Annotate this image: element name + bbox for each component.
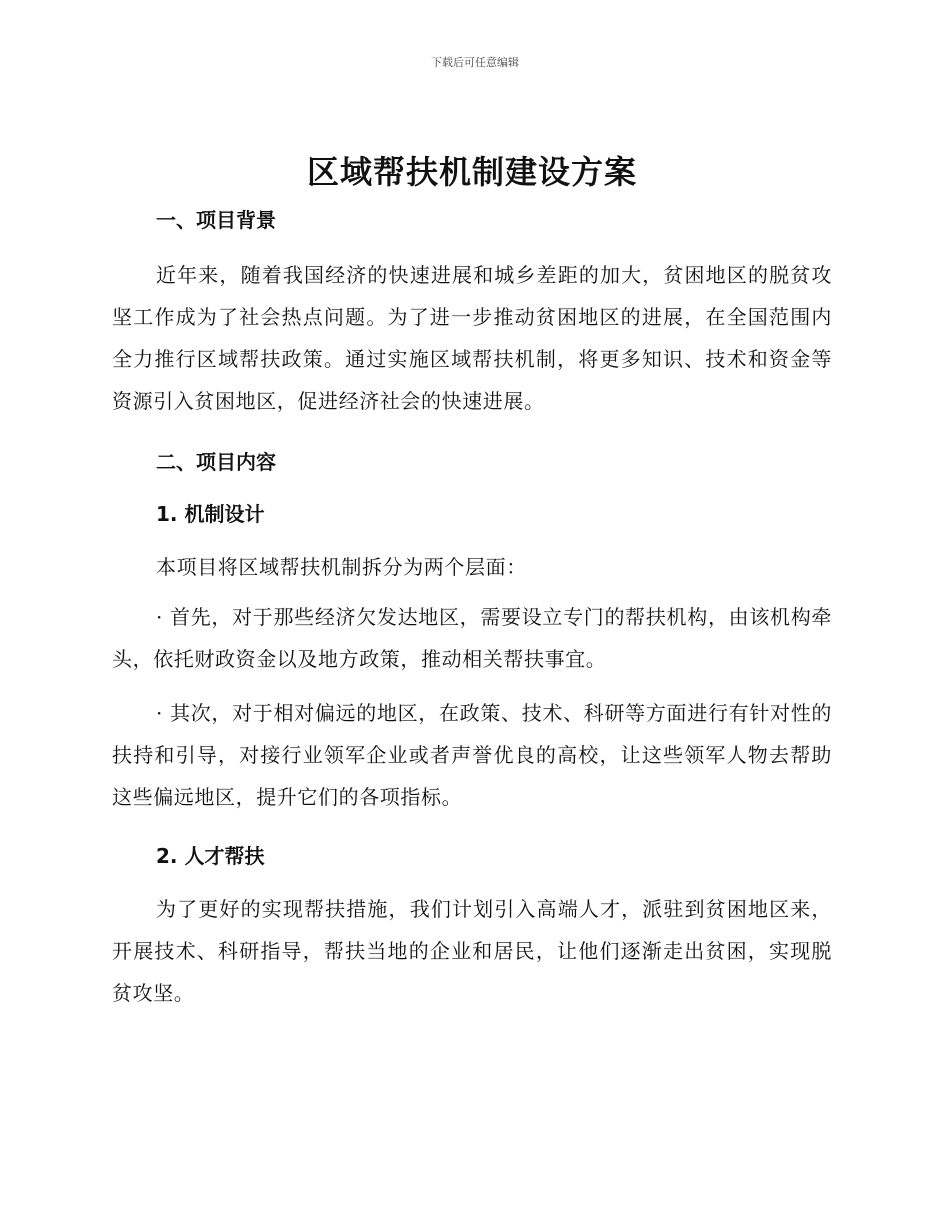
header-note: 下载后可任意编辑: [431, 56, 519, 69]
mechanism-bullet-2: · 其次，对于相对偏远的地区，在政策、技术、科研等方面进行有针对性的扶持和引导，对接行业领军企业或者声誉优良的高校，让这些领军人物去帮助这些偏远地区，提升它们的各项指标。: [112, 701, 832, 809]
mechanism-intro: 本项目将区域帮扶机制拆分为两个层面：: [156, 555, 527, 579]
background-paragraph: 近年来，随着我国经济的快速进展和城乡差距的加大，贫困地区的脱贫攻坚工作成为了社会热点问题。为了进一步推动贫困地区的进展，在全国范围内全力推行区域帮扶政策。通过实施区域帮扶机制，将更多知识、技术和资金等资源引入贫困地区，促进经济社会的快速进展。: [112, 263, 832, 413]
section-heading-background: 一、项目背景: [156, 208, 276, 232]
document-title: 区域帮扶机制建设方案: [306, 153, 637, 191]
document-body: [112, 148, 832, 1026]
subsection-heading-mechanism: 1. 机制设计: [156, 502, 265, 526]
section-heading-content: 二、项目内容: [156, 450, 276, 474]
mechanism-bullet-1: · 首先，对于那些经济欠发达地区，需要设立专门的帮扶机构，由该机构牵头，依托财政资金以及地方政策，推动相关帮扶事宜。: [112, 605, 832, 671]
talent-paragraph: 为了更好的实现帮扶措施，我们计划引入高端人才，派驻到贫困地区来，开展技术、科研指导，帮扶当地的企业和居民，让他们逐渐走出贫困，实现脱贫攻坚。: [112, 897, 832, 1005]
subsection-heading-talent: 2. 人才帮扶: [156, 844, 265, 868]
